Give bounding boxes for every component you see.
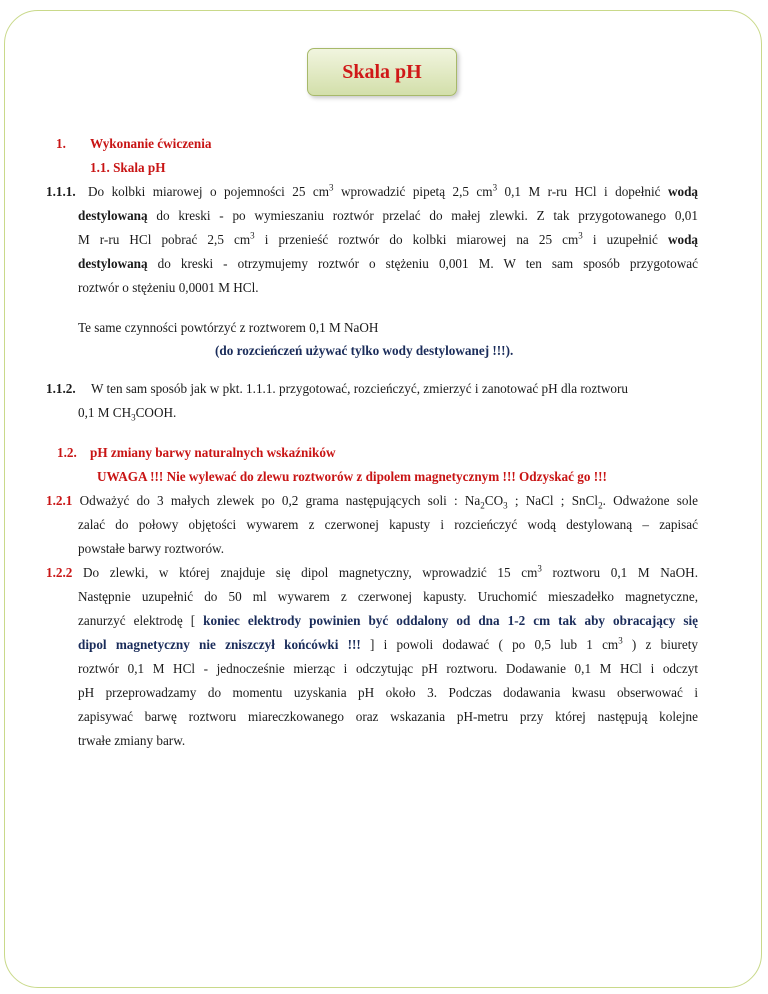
dilution-warning: (do rozcieńczeń używać tylko wody destylowanej !!!).	[215, 343, 514, 358]
section-number-12: 1.2.	[57, 445, 77, 460]
p121-line2: zalać do połowy objętości wywarem z czerwonej kapusty i rozcieńczyć wodą destylowaną – zapisać	[78, 517, 698, 532]
p122-line2: Następnie uzupełnić do 50 ml wywarem z czerwonej kapusty. Uruchomić mieszadełko magnetyczne,	[78, 589, 698, 604]
section-heading: Wykonanie ćwiczenia	[90, 136, 212, 151]
p112-line2: 0,1 M $CH_3COOH$.	[78, 405, 177, 423]
p122-line5: roztwór 0,1 M HCl - jednocześnie mierząc i odczytując pH roztworu. Dodawanie 0,1 M HCl i odczyt	[78, 661, 698, 676]
section-number: 1.	[56, 136, 66, 151]
p121-line3: powstałe barwy roztworów.	[78, 541, 224, 556]
p111-line3: M r-ru HCl pobrać 2,5 $cm^3$ i przenieść roztwór do kolbki miarowej na 25 $cm^3$ i uzupełnić wodą	[78, 230, 698, 247]
p111-line4: destylowaną do kreski - otrzymujemy roztwór o stężeniu 0,001 M. W ten sam sposób przygotować	[78, 256, 698, 271]
p122-line3: zanurzyć elektrodę [ koniec elektrody powinien być oddalony od dna 1-2 cm tak aby obracający się	[78, 613, 699, 628]
paragraph-number-111: 1.1.1.	[46, 184, 76, 199]
paragraph-number-112: 1.1.2.	[46, 381, 76, 396]
p111-line1: Do kolbki miarowej o pojemności 25 $cm^3$ wprowadzić pipetą 2,5 $cm^3$ 0,1 M r-ru HCl i dopełnić wodą	[88, 182, 699, 199]
p121-line1: 1.2.1 Odważyć do 3 małych zlewek po 0,2 grama następujących soli : $Na_2CO_3$ ; NaCl ; SnCl$_2$. Odważone sole	[46, 493, 698, 511]
warning-text: UWAGA !!! Nie wylewać do zlewu roztworów z dipolem magnetycznym !!! Odzyskać go !!!	[97, 469, 607, 484]
p111-line2: destylowaną do kreski - po wymieszaniu roztwór przelać do małej zlewki. Z tak przygotowanego 0,01	[78, 208, 698, 223]
repeat-note: Te same czynności powtórzyć z roztworem 0,1 M NaOH	[78, 320, 379, 335]
p122-line6: pH przeprowadzamy do momentu uzyskania pH około 3. Podczas dodawania kwasu obserwować i	[78, 685, 698, 700]
p122-line1: 1.2.2 Do zlewki, w której znajduje się dipol magnetyczny, wprowadzić 15 $cm^3$ roztworu 0,1 M NaOH.	[46, 563, 698, 580]
section-heading-12: pH zmiany barwy naturalnych wskaźników	[90, 445, 336, 460]
p122-line7: zapisywać barwę roztworu miareczkowanego oraz wskazania pH-metru przy której następują kolejne	[78, 709, 698, 724]
p122-line4: dipol magnetyczny nie zniszczył końcówki !!! ] i powoli dodawać ( po 0,5 lub 1 $cm^3$ ) z biurety	[78, 635, 698, 652]
p122-line8: trwałe zmiany barw.	[78, 733, 186, 748]
p112-line1: W ten sam sposób jak w pkt. 1.1.1. przygotować, rozcieńczyć, zmierzyć i zanotować pH dla roztworu	[91, 381, 628, 396]
subsection-heading-skala: 1.1. Skala pH	[90, 160, 166, 175]
page-title	[307, 48, 457, 96]
p111-line5: roztwór o stężeniu 0,0001 M HCl.	[78, 280, 259, 295]
title-text: Skala pH	[342, 60, 422, 83]
